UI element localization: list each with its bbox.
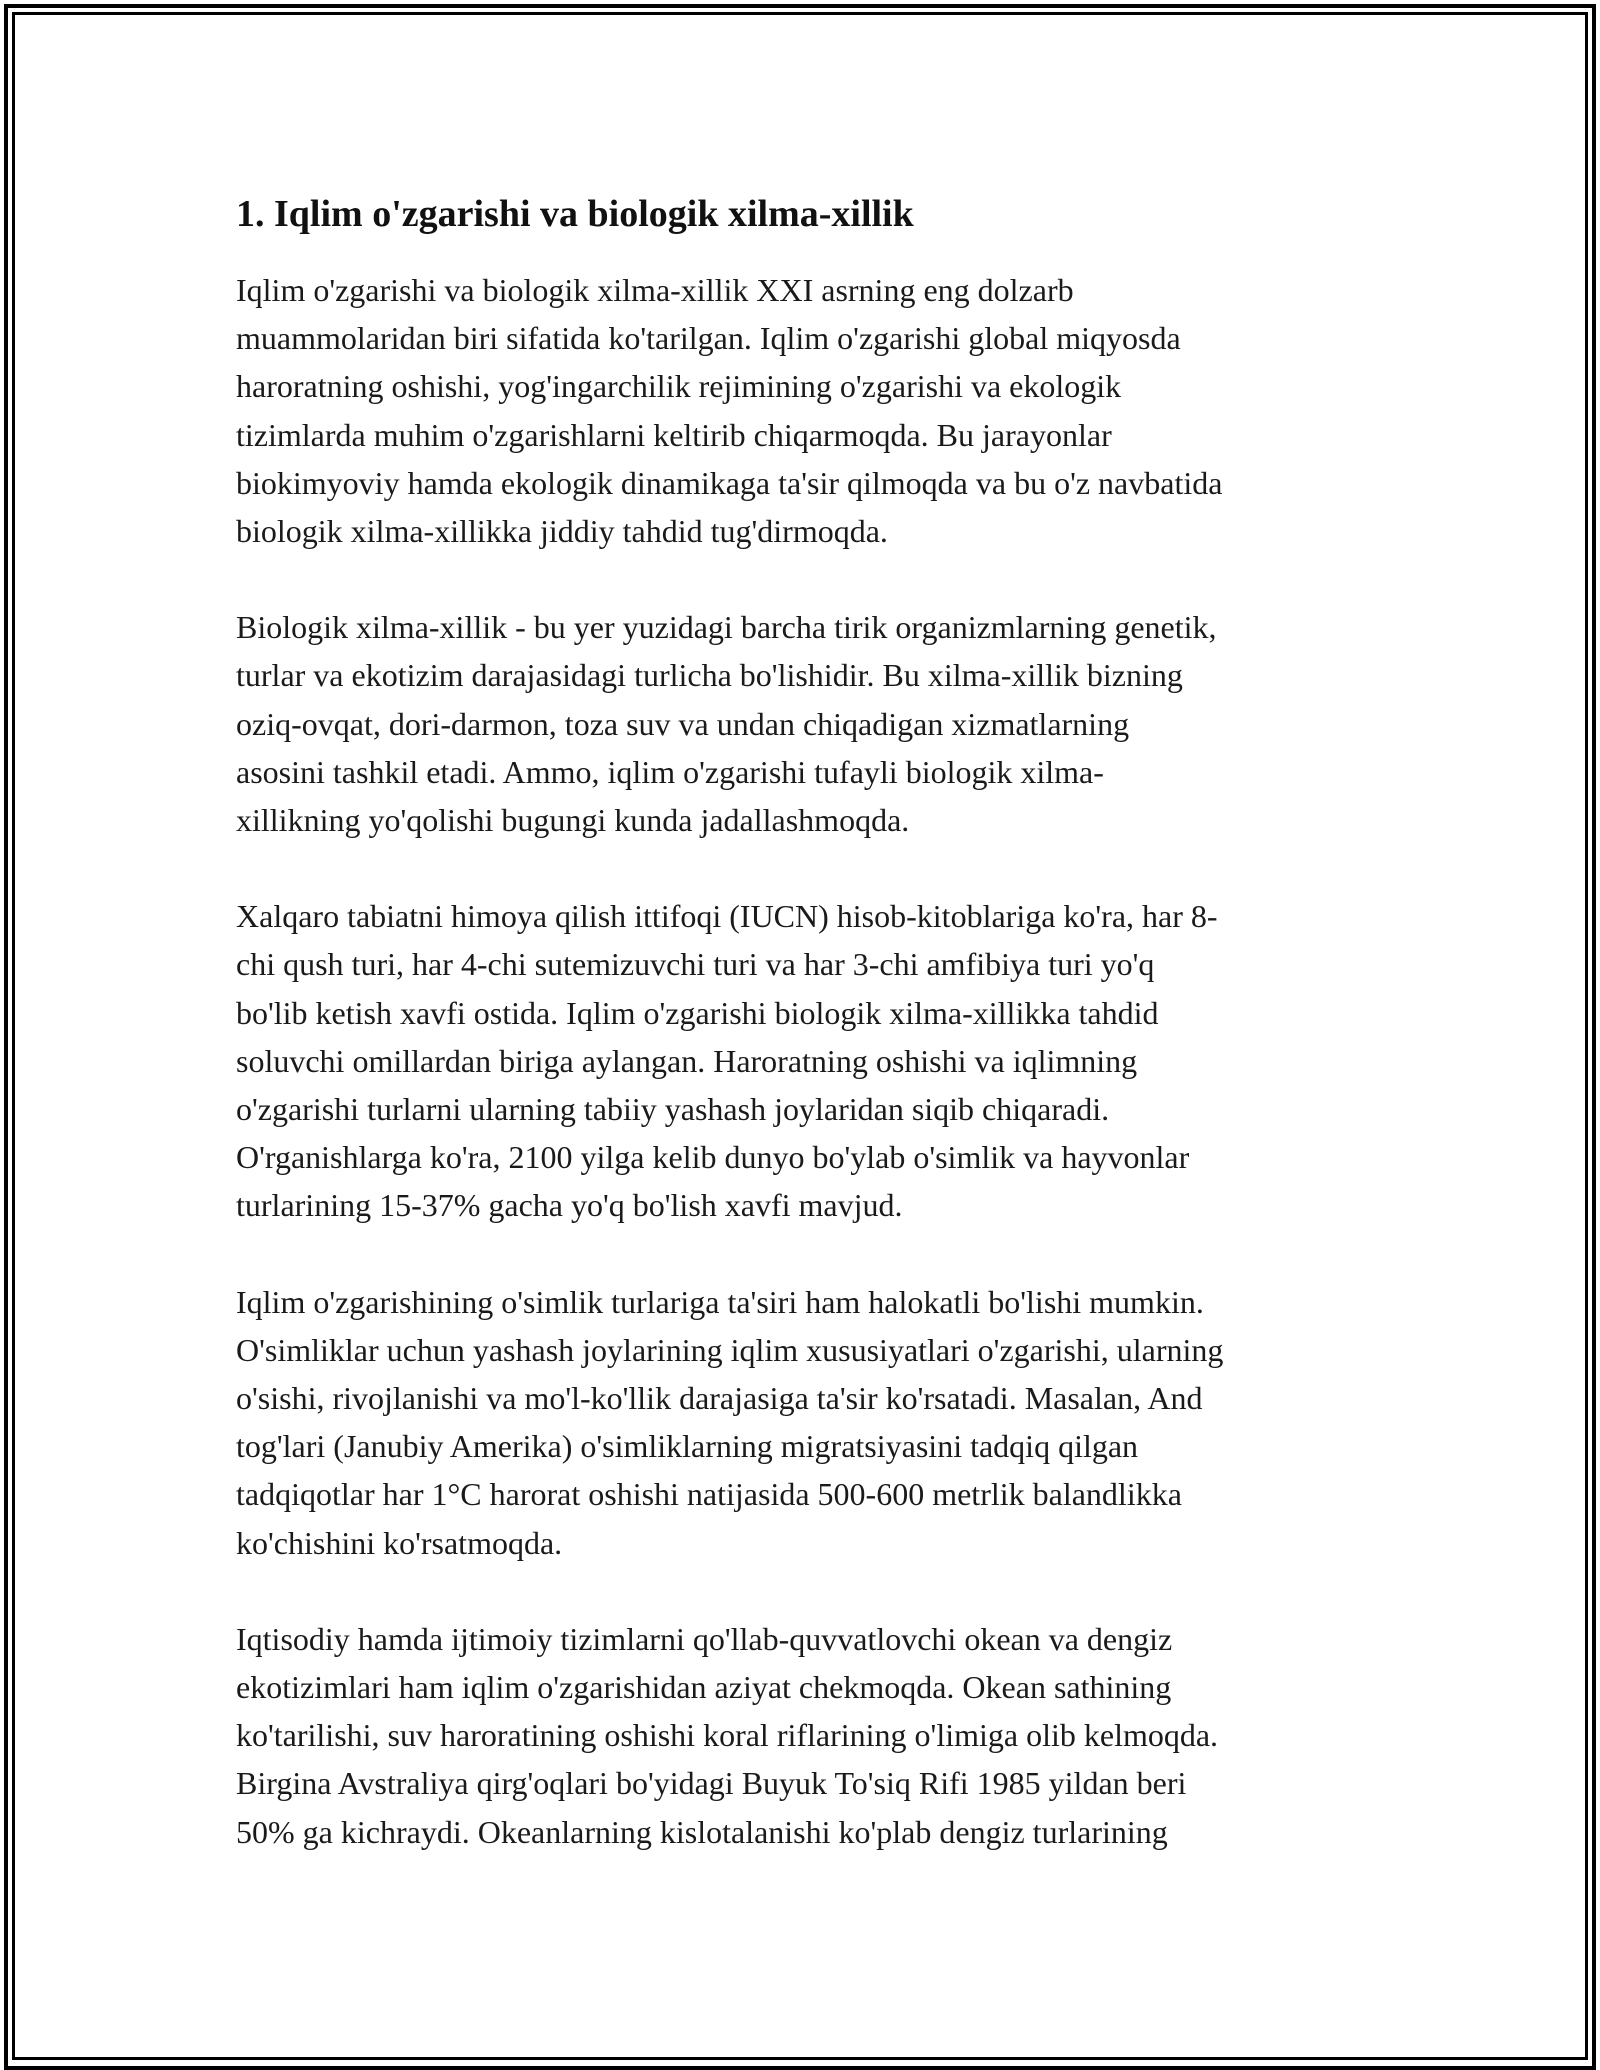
paragraph-3: Xalqaro tabiatni himoya qilish ittifoqi (IUCN) hisob-kitoblariga ko'ra, har 8- chi qush turi, har 4-chi sutemizuvchi turi va har 3-chi amfibiya turi yo'q bo'lib ketish xavfi ostida. Iqlim o'zgarishi biologik xilma-xillikka tahdid soluvchi omillardan biriga aylangan. Haroratning oshishi va iqlimning o'zgarishi turlarni ularning tabiiy yashash joylaridan siqib chiqaradi. O'rganishlarga ko'ra, 2100 yilga kelib dunyo bo'ylab o'simlik va hayvonlar turlarining 15-37% gacha yo'q bo'lish xavfi mavjud. [236, 898, 1218, 1224]
paragraph-2: Biologik xilma-xillik - bu yer yuzidagi barcha tirik organizmlarning genetik, turlar va ekotizim darajasidagi turlicha bo'lishidir. Bu xilma-xillik bizning oziq-ovqat, dori-darmon, toza suv va undan chiqadigan xizmatlarning asosini tashkil etadi. Ammo, iqlim o'zgarishi tufayli biologik xilma- xillikning yo'qolishi bugungi kunda jadallashmoqda. [236, 609, 1217, 839]
document-body [236, 186, 1376, 1904]
section-heading: 1. Iqlim o'zgarishi va biologik xilma-xillik [236, 193, 914, 235]
paragraph-1: Iqlim o'zgarishi va biologik xilma-xillik XXI asrning eng dolzarb muammolaridan biri sifatida ko'tarilgan. Iqlim o'zgarishi global miqyosda haroratning oshishi, yog'ingarchilik rejimining o'zgarishi va ekologik tizimlarda muhim o'zgarishlarni keltirib chiqarmoqda. Bu jarayonlar biokimyoviy hamda ekologik dinamikaga ta'sir qilmoqda va bu o'z navbatida biologik xilma-xillikka jiddiy tahdid tug'dirmoqda. [236, 272, 1223, 550]
paragraph-4: Iqlim o'zgarishining o'simlik turlariga ta'siri ham halokatli bo'lishi mumkin. O'simliklar uchun yashash joylarining iqlim xususiyatlari o'zgarishi, ularning o'sishi, rivojlanishi va mo'l-ko'llik darajasiga ta'sir ko'rsatadi. Masalan, And tog'lari (Janubiy Amerika) o'simliklarning migratsiyasini tadqiq qilgan tadqiqotlar har 1°C harorat oshishi natijasida 500-600 metrlik balandlikka ko'chishini ko'rsatmoqda. [236, 1283, 1224, 1561]
paragraph-5: Iqtisodiy hamda ijtimoiy tizimlarni qo'llab-quvvatlovchi okean va dengiz ekotizimlari ham iqlim o'zgarishidan aziyat chekmoqda. Okean sathining ko'tarilishi, suv haroratining oshishi koral riflarining o'limiga olib kelmoqda. Birgina Avstraliya qirg'oqlari bo'yidagi Buyuk To'siq Rifi 1985 yildan beri 50% ga kichraydi. Okeanlarning kislotalanishi ko'plab dengiz turlarining [236, 1620, 1219, 1850]
